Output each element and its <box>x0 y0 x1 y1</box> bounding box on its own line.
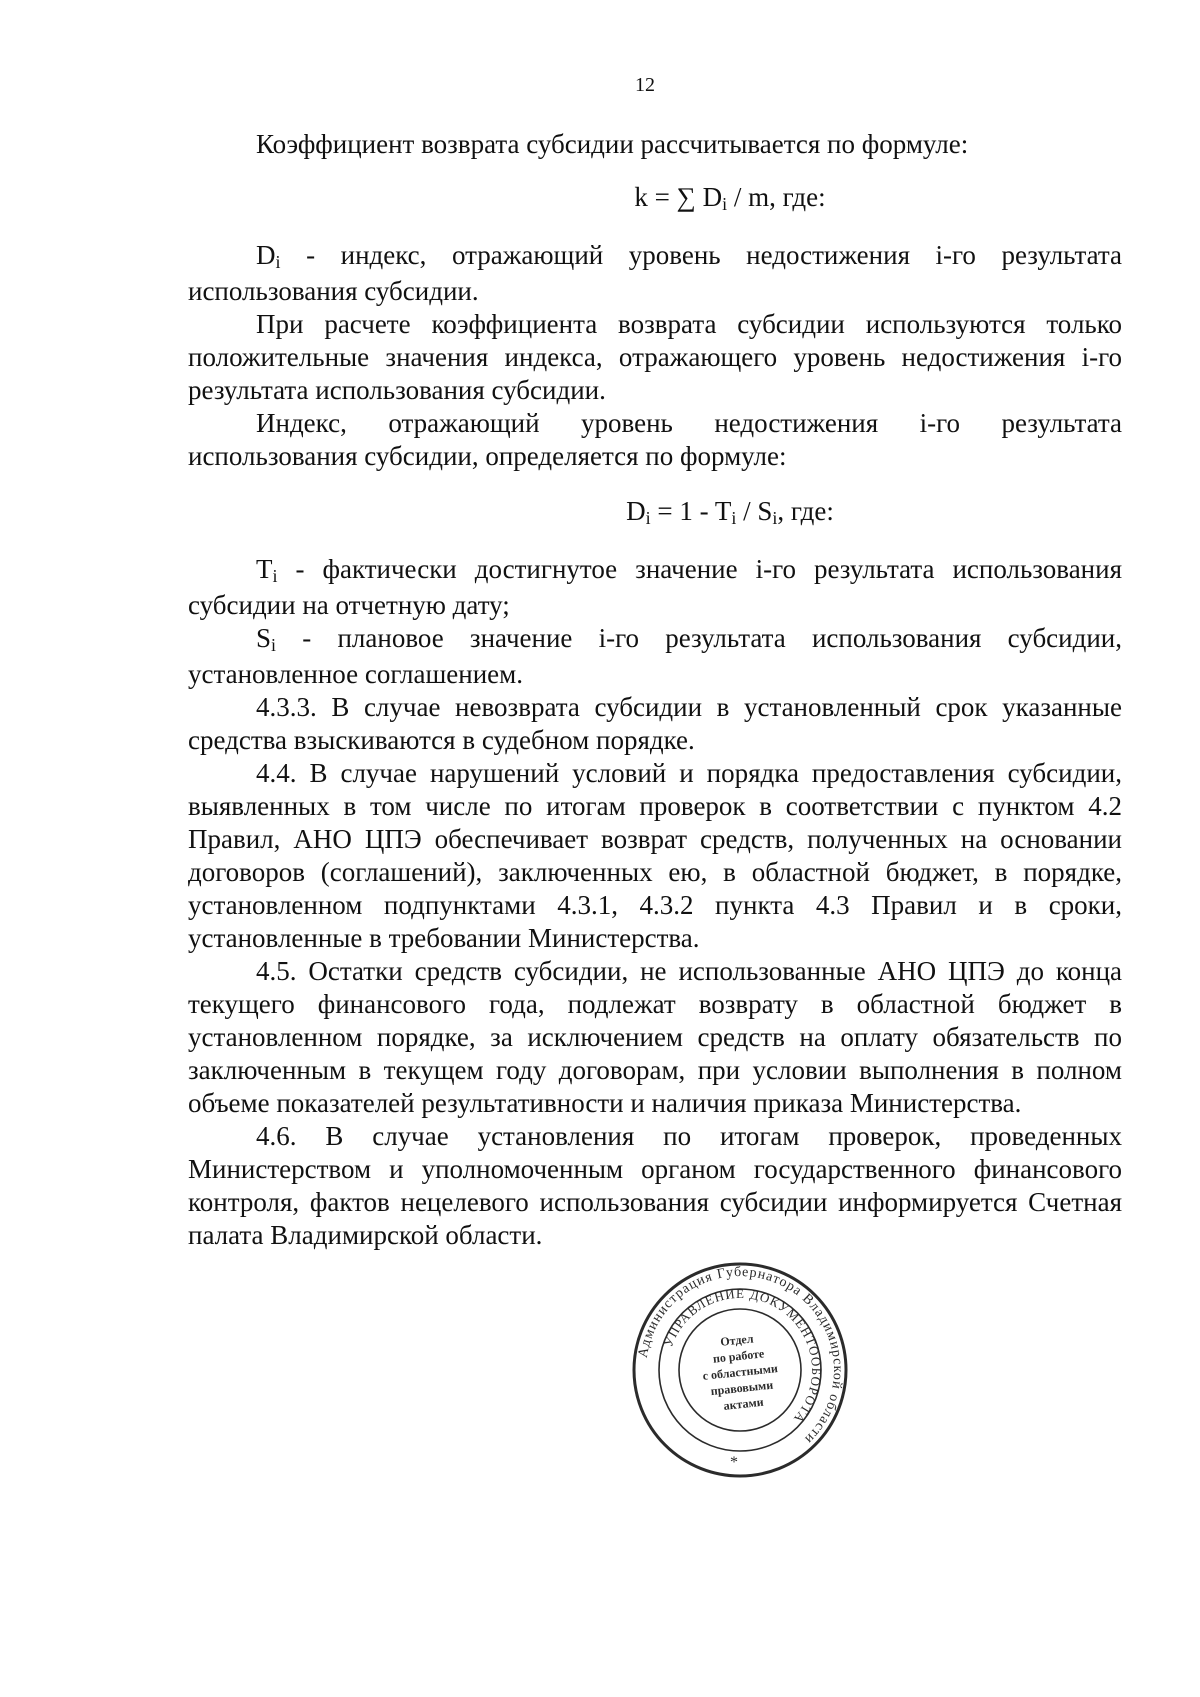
stamp-outer-text: Администрация Губернатора Владимирской области <box>635 1264 846 1447</box>
formula-di-d-sub: i <box>645 508 651 528</box>
paragraph-4-5: 4.5. Остатки средств субсидии, не использованные АНО ЦПЭ до конца текущего финансового года, подлежат возврату в областной бюджет в установленном порядке, за исключением средств на оплату обязательств по заключенным в текущем году договорам, при условии выполнения в полном объеме показателей результативности и наличия приказа Министерства. <box>188 956 1122 1118</box>
stamp-star: * <box>730 1454 738 1471</box>
paragraph-di-definition <box>188 239 1122 308</box>
formula-di-t-sub: i <box>731 508 737 528</box>
stamp-center-line-5: актами <box>722 1394 765 1413</box>
stamp-center-line-3: с областными <box>702 1361 779 1383</box>
formula-di-tail: , где: <box>777 496 834 526</box>
si-subscript: i <box>271 635 277 655</box>
stamp-center-line-1: Отдел <box>719 1331 755 1349</box>
paragraph-coefficient-intro: Коэффициент возврата субсидии рассчитывается по формуле: <box>256 129 969 159</box>
paragraph-4-6: 4.6. В случае установления по итогам проверок, проведенных Министерством и уполномоченным органом государственного финансового контроля, фактов нецелевого использования субсидии информируется Счетная палата Владимирской области. <box>188 1121 1122 1250</box>
document-body <box>188 128 1122 1252</box>
paragraph-4-3-3: 4.3.3. В случае невозврата субсидии в установленный срок указанные средства взыскиваются в судебном порядке. <box>188 692 1122 755</box>
formula-di-d: D <box>626 496 646 526</box>
page-number: 12 <box>635 74 655 96</box>
si-text: - плановое значение i-го результата использования субсидии, установленное соглашением. <box>188 623 1122 689</box>
paragraph-4-4: 4.4. В случае нарушений условий и порядка предоставления субсидии, выявленных в том числе по итогам проверок в соответствии с пунктом 4.2 Правил, АНО ЦПЭ обеспечивает возврат средств, полученных на основании договоров (соглашений), заключенных ею, в областной бюджет, в порядке, установленном подпунктами 4.3.1, 4.3.2 пункта 4.3 Правил и в сроки, установленные в требовании Министерства. <box>188 758 1122 953</box>
official-stamp <box>630 1260 850 1480</box>
paragraph-si-definition <box>188 622 1122 691</box>
paragraph-positive-values: При расчете коэффициента возврата субсидии используются только положительные значения индекса, отражающего уровень недостижения i-го результата использования субсидии. <box>188 309 1122 405</box>
formula-di <box>188 495 1122 531</box>
stamp-inner-text: УПРАВЛЕНИЕ ДОКУМЕНТООБОРОТА <box>660 1285 825 1427</box>
paragraph-index-formula-intro: Индекс, отражающий уровень недостижения i-го результата использования субсидии, определяется по формуле: <box>188 408 1122 471</box>
di-text: - индекс, отражающий уровень недостижения i-го результата использования субсидии. <box>188 240 1122 306</box>
ti-symbol: T <box>256 554 273 584</box>
formula-k-subscript: i <box>722 194 728 214</box>
formula-k-rhs: / m, где: <box>727 182 826 212</box>
stamp-center-line-2: по работе <box>712 1346 765 1366</box>
ti-text: - фактически достигнутое значение i-го результата использования субсидии на отчетную дату; <box>188 554 1122 620</box>
ti-subscript: i <box>272 566 278 586</box>
formula-k <box>188 181 1122 217</box>
paragraph-ti-definition <box>188 553 1122 622</box>
formula-di-s-sub: i <box>772 508 778 528</box>
di-symbol: D <box>256 240 276 270</box>
formula-k-lhs: k = ∑ D <box>634 182 723 212</box>
stamp-center-line-4: правовыми <box>710 1377 774 1399</box>
formula-di-t: = 1 - T <box>650 496 732 526</box>
si-symbol: S <box>256 623 272 653</box>
di-subscript: i <box>275 252 281 272</box>
formula-di-s: / S <box>736 496 773 526</box>
